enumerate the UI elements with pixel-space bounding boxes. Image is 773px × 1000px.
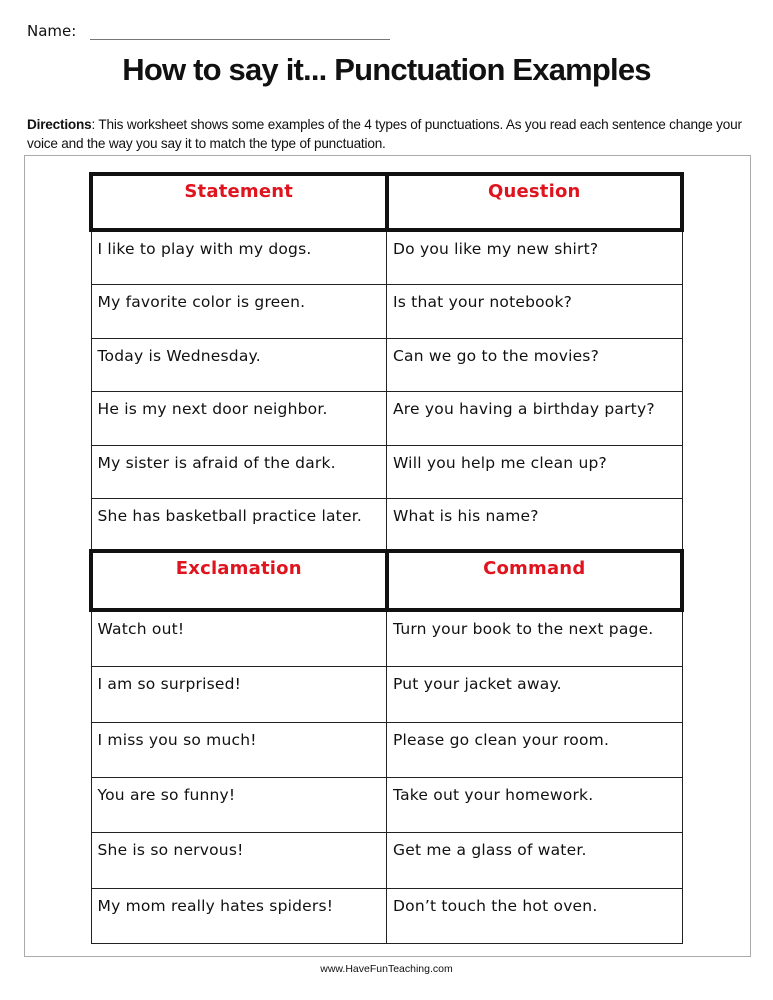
table-row [91,284,682,338]
footer-url: www.HaveFunTeaching.com [320,963,453,975]
example-sentence: My mom really hates spiders! [91,888,387,943]
directions-label: Directions [27,117,92,132]
example-sentence: Today is Wednesday. [91,338,387,391]
directions [27,115,757,153]
example-sentence: Are you having a birthday party? [387,391,683,445]
example-sentence: Watch out! [91,610,387,666]
section-header-question: Question [387,174,683,230]
name-label: Name: [27,22,77,40]
directions-text: : This worksheet shows some examples of the 4 types of punctuations. As you read each sentence change your voice and the way you say it to match the type of punctuation. [27,117,742,151]
name-line[interactable] [90,24,390,40]
example-sentence: Will you help me clean up? [387,445,683,498]
table-row [91,722,682,777]
section-header-command: Command [387,551,683,610]
table-row [91,338,682,391]
section-header-row [91,174,682,230]
name-field [27,22,390,40]
table-row [91,445,682,498]
table-row [91,610,682,666]
table-row [91,888,682,943]
example-sentence: Turn your book to the next page. [387,610,683,666]
table-row [91,832,682,888]
table-row [91,777,682,832]
table-row [91,230,682,284]
section-header-statement: Statement [91,174,387,230]
example-sentence: My favorite color is green. [91,284,387,338]
table-row [91,666,682,722]
page-title: How to say it... Punctuation Examples [122,52,651,87]
example-sentence: Please go clean your room. [387,722,683,777]
example-sentence: She has basketball practice later. [91,498,387,551]
example-sentence: I miss you so much! [91,722,387,777]
example-sentence: You are so funny! [91,777,387,832]
example-sentence: He is my next door neighbor. [91,391,387,445]
section-header-row [91,551,682,610]
example-sentence: She is so nervous! [91,832,387,888]
example-sentence: My sister is afraid of the dark. [91,445,387,498]
example-sentence: Do you like my new shirt? [387,230,683,284]
example-sentence: Is that your notebook? [387,284,683,338]
example-sentence: I am so surprised! [91,666,387,722]
example-sentence: Get me a glass of water. [387,832,683,888]
example-sentence: What is his name? [387,498,683,551]
example-sentence: Put your jacket away. [387,666,683,722]
table-row [91,391,682,445]
table-row [91,498,682,551]
example-sentence: Don’t touch the hot oven. [387,888,683,943]
punctuation-table [89,172,684,944]
example-sentence: Take out your homework. [387,777,683,832]
example-sentence: I like to play with my dogs. [91,230,387,284]
section-header-exclamation: Exclamation [91,551,387,610]
example-sentence: Can we go to the movies? [387,338,683,391]
